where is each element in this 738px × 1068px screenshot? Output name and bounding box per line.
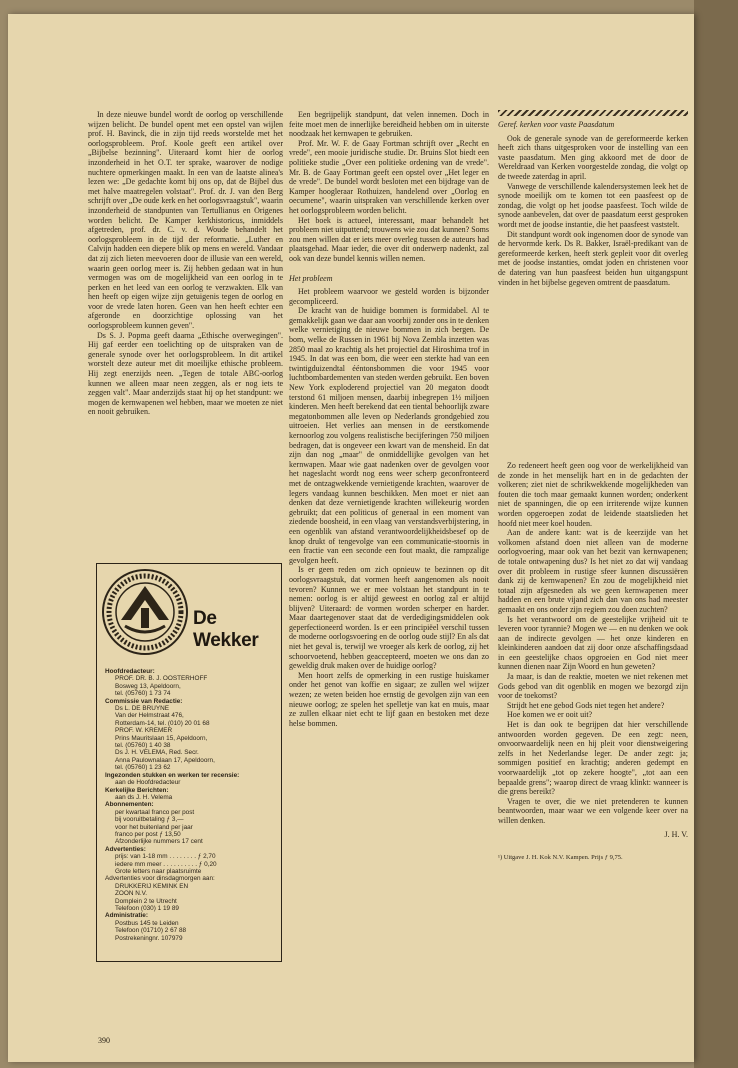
paragraph: Prof. Mr. W. F. de Gaay Fortman schrijft over „Recht en vrede", een mooie juridische studie. Dr. Bruins Slot biedt een politieke studie „Over een politieke ordening van de vrede". Mr. B. de Gaay Fortman geeft een opstel over „Het leger en de vrede". De bundel wordt besloten met een bijdrage van de Kamper hoogleraar Rothuizen, handelend over „Oorlog en oecumene", waarin uitspraken van verschillende kerken over het oorlogsprobleem worden belicht. [289, 138, 489, 215]
paragraph: Een begrijpelijk standpunt, dat velen innemen. Doch in feite moet men de innerlijke bereidheid hebben om in uiterste noodzaak het kernwapen te gebruiken. [289, 110, 489, 139]
column-right-top [498, 110, 688, 287]
masthead-label: Hoofdredacteur: [105, 668, 155, 675]
paragraph: Zo redeneert heeft geen oog voor de werkelijkheid van de zonde in het menselijk hart en in de gedachten der volkeren; ziet niet de schrikwekkende mogelijkheden van fouten die toch maar gemaakt kunnen worden; onderkent niet de spanningen, die op een irriterende wijze kunnen worden opgeroepen zodat de leidende staatslieden het hoofd niet meer koel houden. [498, 461, 688, 528]
masthead-line: Rotterdam-14, tel. (010) 20 01 68 [115, 719, 210, 727]
masthead-label: Administratie: [105, 912, 148, 920]
paragraph: In deze nieuwe bundel wordt de oorlog op verschillende wijzen belicht. De bundel opent met een opstel van wijlen prof. H. Bavinck, die in zijn tijd reeds worstelde met het oorlogsprobleem. Prof. Koole geeft een artikel over „Bijbelse bezinning". Uiteraard komt hier de oorlog inzonderheid in het O.T. ter sprake, waarover de nodige nuchtere opmerkingen maakt. In een van de laatste alinea's lezen we: „De gedachte komt bij ons op, dat de Bijbel dus met halve maatregelen volstaat". Prof. dr. J. van den Berg schrijft over „De oude kerk en het oorlogsvraagstuk", waarin inzonderheid de standpunten van Tertullianus en Origenes worden belicht. De Kamper kerkhistoricus, inmiddels afgetreden, prof. dr. C. v. d. Woude behandelt het oorlogsprobleem in de tijd der reformatie. „Luther en Calvijn hadden een diepere blik op mens en wereld. Vandaar dat zij zich lieten meevoeren door de illusie van een wereld, waarin geen oorlog meer is. Zij hebben gedaan wat in hun vermogen was om de mogelijkheid van een oorlog in te perken en het leed van een oorlog te verzwakten. Elk van hen heeft op eigen wijze zijn getuigenis tegen de oorlog en voor de vrede laten horen. Geen van hen heeft echter een afgeronde en doorzichtige oplossing van het oorlogsprobleem kunnen geven". [88, 110, 283, 331]
column-right-bottom [498, 461, 688, 863]
paragraph: Ook de generale synode van de gereformeerde kerken heeft zich thans uitgesproken voor de instelling van een vaste paasdatum. Men ging akkoord met de door de Wereldraad van Kerken voorgestelde zondag, die volgt op de tweede zaterdag in april. [498, 133, 688, 181]
masthead-line: bij vooruitbetaling ƒ 3,— [115, 816, 184, 824]
masthead-line: Van der Helmstraat 476, [115, 712, 184, 720]
paragraph: Strijdt het ene gebod Gods niet tegen het andere? [507, 700, 665, 710]
paragraph: Men hoort zelfs de opmerking in een rustige huiskamer onder het genot van koffie en sigaar; ze zullen wel wijzer wezen; ze weten beiden hoe ernstig de gevolgen zijn van een nieuwe oorlog; ze spelen het spelletje van kat en muis, maar ze zullen elkaar niet echt te lijf gaan en bestoken met deze helse bommen. [289, 670, 489, 728]
masthead-line: prijs: van 1-18 mm . . . . . . . . ƒ 2,70 [115, 853, 216, 861]
masthead-title: De Wekker [193, 608, 259, 651]
masthead-line: voor het buitenland per jaar [115, 823, 193, 831]
page-number: 390 [98, 1036, 110, 1045]
paragraph: Ds S. J. Popma geeft daarna „Ethische overwegingen". Hij gaf eerder een toelichting op de uitspraken van de generale synode over het oorlogsprobleem. In dit artikel worstelt deze auteur met dit moeilijke ethische probleem. Hij zegt enerzijds neen. „Tegen de totale ABC-oorlog kunnen we alleen maar neen zeggen, als er nog iets te zeggen valt". Maar anderzijds staat hij op het standpunt: we mogen de kernwapenen wel hebben, maar we moeten ze niet en nooit gebruiken. [88, 330, 283, 417]
paragraph: De kracht van de huidige bommen is formidabel. Al te gemakkelijk gaan we daar aan voorbij zonder ons in te denken welke vernietiging de nieuwe bommen in zich bergen. De bom, welke de Russen in 1961 bij Nova Zembla inzetten was 2850 maal zo krachtig als het projectiel dat Hiroshima trof in 1945. In dat was een bom, die weer een sterkte had van een twintigduizendtal ééntonsbommen die voor 1945 voor luchtbombardementen van steden werden gebruikt. Een boven New York exploderend projectiel van 20 megaton doodt terstond 61 miljoen mensen, daarbij inbegrepen 1½ miljoen kinderen. Men heeft berekend dat een tiental behoorlijk zware megatonbommen alle leven op Nederlands grondgebied zou uitroeien. Het verlies aan mensen in de eerstkomende kernoorlog zou volgens realistische becijferingen 750 miljoen bedragen, dat is ongeveer een kwart van de mensheid. En dat zijn dan nog „maar" de onmiddellijke gevolgen van het kernwapen. Maar wie gaat nadenken over de gevolgen voor het nageslacht wordt nog eens weer scherp geconfronteerd met de ontzagwekkende vernietigende krachten, waarover de legers vandaag kunnen beschikken. Men moet er niet aan denken dat deze vernietigende krachten willekeurig worden gebruikt; dat een politicus of generaal in een moment van ziedende boosheid, in een vlaag van verstandsverbijstering, in een ogenblik van afstand verantwoordelijkheidsbesef op de knop drukt of tengevolge van een communicatie-stoornis in een fractie van een seconde een fout maakt, die rampzalige gevolgen heeft. [289, 306, 489, 565]
masthead-line: per kwartaal franco per post [115, 808, 195, 816]
section-heading-paasdatum: Geref. kerken voor vaste Paasdatum [498, 120, 615, 129]
masthead-line: tel. (05760) 1 73 74 [115, 690, 171, 698]
masthead-line: PROF. DR. B. J. OOSTERHOFF [115, 675, 208, 683]
paragraph: Is het verantwoord om de geestelijke vrijheid uit te leveren voor tyrannie? Mogen we — en nu denken we ook aan de indirecte gevolgen — het onze kinderen en kleinkinderen aandoen dat zij door onze afschaffingsdaad in een geestelijke chaos opgroeien en God niet meer kunnen dienen naar Zijn Woord en hun geweten? [498, 614, 688, 672]
masthead-line: Telefoon (01710) 2 67 88 [115, 927, 187, 935]
masthead-line: tel. (05760) 1 40 38 [115, 742, 171, 750]
masthead-line: Ds J. H. VELEMA, Red. Secr. [115, 749, 199, 757]
footnote: ¹) Uitgave J. H. Kok N.V. Kampen. Prijs ƒ 9,75. [498, 854, 623, 862]
paragraph: Het probleem waarvoor we gesteld worden is bijzonder gecompliceerd. [289, 287, 489, 306]
masthead-line: Prins Mauritslaan 15, Apeldoorn, [115, 734, 208, 742]
masthead-line: PROF. W. KREMER [115, 727, 173, 735]
column-middle [289, 110, 489, 728]
masthead-line: franco per post ƒ 13,50 [115, 830, 181, 838]
paasdatum-article [498, 134, 688, 288]
masthead-line: ZOON N.V. [115, 890, 148, 898]
paragraph: Ja maar, is dan de reaktie, moeten we niet rekenen met Gods gebod van dit ogenblik en mogen we bezorgd zijn voor de toekomst? [498, 672, 688, 701]
wavy-divider [498, 110, 688, 116]
church-seal-logo [101, 568, 189, 656]
magazine-page [8, 14, 694, 1062]
masthead-line: Postrekeningnr. 107979 [115, 934, 183, 942]
masthead-line: iedere mm meer . . . . . . . . . . ƒ 0,20 [115, 860, 217, 868]
masthead-line: Telefoon (030) 1 19 89 [115, 905, 179, 912]
paragraph: Hoe komen we er ooit uit? [507, 710, 593, 720]
masthead-line: aan ds J. H. Velema [115, 793, 173, 801]
masthead-box [96, 563, 282, 962]
author-signature: J. H. V. [664, 829, 688, 839]
section-heading-probleem: Het probleem [289, 273, 333, 283]
masthead-details [105, 668, 275, 942]
masthead-label: Kerkelijke Berichten: [105, 786, 169, 794]
masthead-line: DRUKKERIJ KEMINK EN [115, 882, 189, 890]
paragraph: Aan de andere kant: wat is de keerzijde van het volkomen afstand doen niet alleen van de moderne oorlogvoering, maar ook van het bezit van kernwapenen; de totale ontwapening dus? Is het niet zo dat wij vandaag over dit probleem in rustige sfeer kunnen discussiëren dank zij de kernwapenen? En zou de mogelijkheid niet totaal zijn afgesneden als we geen kernwapenen meer hadden en een brute vijand zich dan van ons had meester gemaakt en ons onder zijn regiem zou doen zuchten? [498, 528, 688, 614]
paragraph: Vragen te over, die we niet pretenderen te kunnen beantwoorden, maar waar we een volgende keer over na willen denken. [498, 796, 688, 825]
masthead-line: tel. (05760) 1 23 62 [115, 764, 171, 772]
masthead-label: Advertenties: [105, 845, 146, 853]
masthead-line: Postbus 145 te Leiden [115, 919, 179, 927]
masthead-line: Afzonderlijke nummers 17 cent [115, 838, 203, 846]
masthead-label: Ingezonden stukken en werken ter recensie: [105, 771, 240, 779]
masthead-line: Advertenties voor dinsdagmorgen aan: [105, 875, 215, 883]
masthead-label: Abonnementen: [105, 801, 154, 809]
paragraph: Dit standpunt wordt ook ingenomen door de synode van de hervormde kerk. Ds R. Bakker, Israël-predikant van de gereformeerde kerken, heeft sterk gepleit voor dit overleg met de joodse instanties, omdat joden en christenen voor de datering van hun paasfeest beiden hun uitgangspunt vinden in het bijbelse gegeven omtrent de paasdatum. [498, 229, 688, 287]
masthead-label: Commissie van Redactie: [105, 697, 183, 705]
paragraph: Het is dan ook te begrijpen dat hier verschillende antwoorden worden gegeven. De een zegt: neen, onvoorwaardelijk neen en hij pleit voor dienstweigering zelfs in het Nederlandse leger. De ander zegt: ja; sommigen positief en krachtig; anderen gedempt en voorwaardelijk „tot op zekere hoogte", „tot aan een bepaalde grens"; waarop direct de vraag klinkt: wanneer is die grens bereikt? [498, 720, 688, 797]
masthead-line: Ds L. DE BRUYNE [115, 705, 169, 713]
masthead-line: Bosweg 13, Apeldoorn, [115, 682, 181, 690]
masthead-line: Grote letters naar plaatsruimte [115, 867, 202, 875]
paragraph: Het boek is actueel, interessant, maar behandelt het probleem niet uitputtend; trouwens wie zou dat kunnen? Soms zou men willen dat er iets meer overleg tussen de auteurs had plaatsgehad. Maar ieder, die over dit onderwerp nadenkt, zal ook van deze bundel kennis willen nemen. [289, 215, 489, 263]
book-gutter [694, 0, 738, 1068]
masthead-line: Anna Paulownalaan 17, Apeldoorn, [115, 756, 215, 764]
paragraph: Is er geen reden om zich opnieuw te bezinnen op dit oorlogsvraagstuk, dat vormen heeft aangenomen als nooit tevoren? Kunnen we er mee volstaan het standpunt in te nemen: oorlog is er altijd geweest en oorlog zal er altijd blijven? Uiteraard: de vormen worden scherper en harder. Maar daartegenover staat dat de verdedigingsmiddelen ook geperfectioneerd worden. Is er een principiëel verschil tussen de moderne oorlogsvoering en de oorlog oude stijl? En als dat niet het geval is, terwijl we vroeger als kerk de oorlog, zij het schoorvoetend, hebben geaccepteerd, moeten we ons dan zo geweldig druk maken over de huidige oorlog? [289, 565, 489, 671]
column-left [88, 110, 283, 417]
paragraph: Vanwege de verschillende kalendersystemen leek het de synode moeilijk om te komen tot een paasfeest op de zondag, die volgt op het joodse paasfeest. Toch wilde de synode aanbevelen, dat over de paasdatum eerst gesproken wordt met de joodse instantie, die het paasfeest vaststelt. [498, 181, 688, 229]
masthead-line: Domplein 2 te Utrecht [115, 897, 177, 905]
masthead-line: aan de Hoofdredacteur [115, 779, 181, 787]
